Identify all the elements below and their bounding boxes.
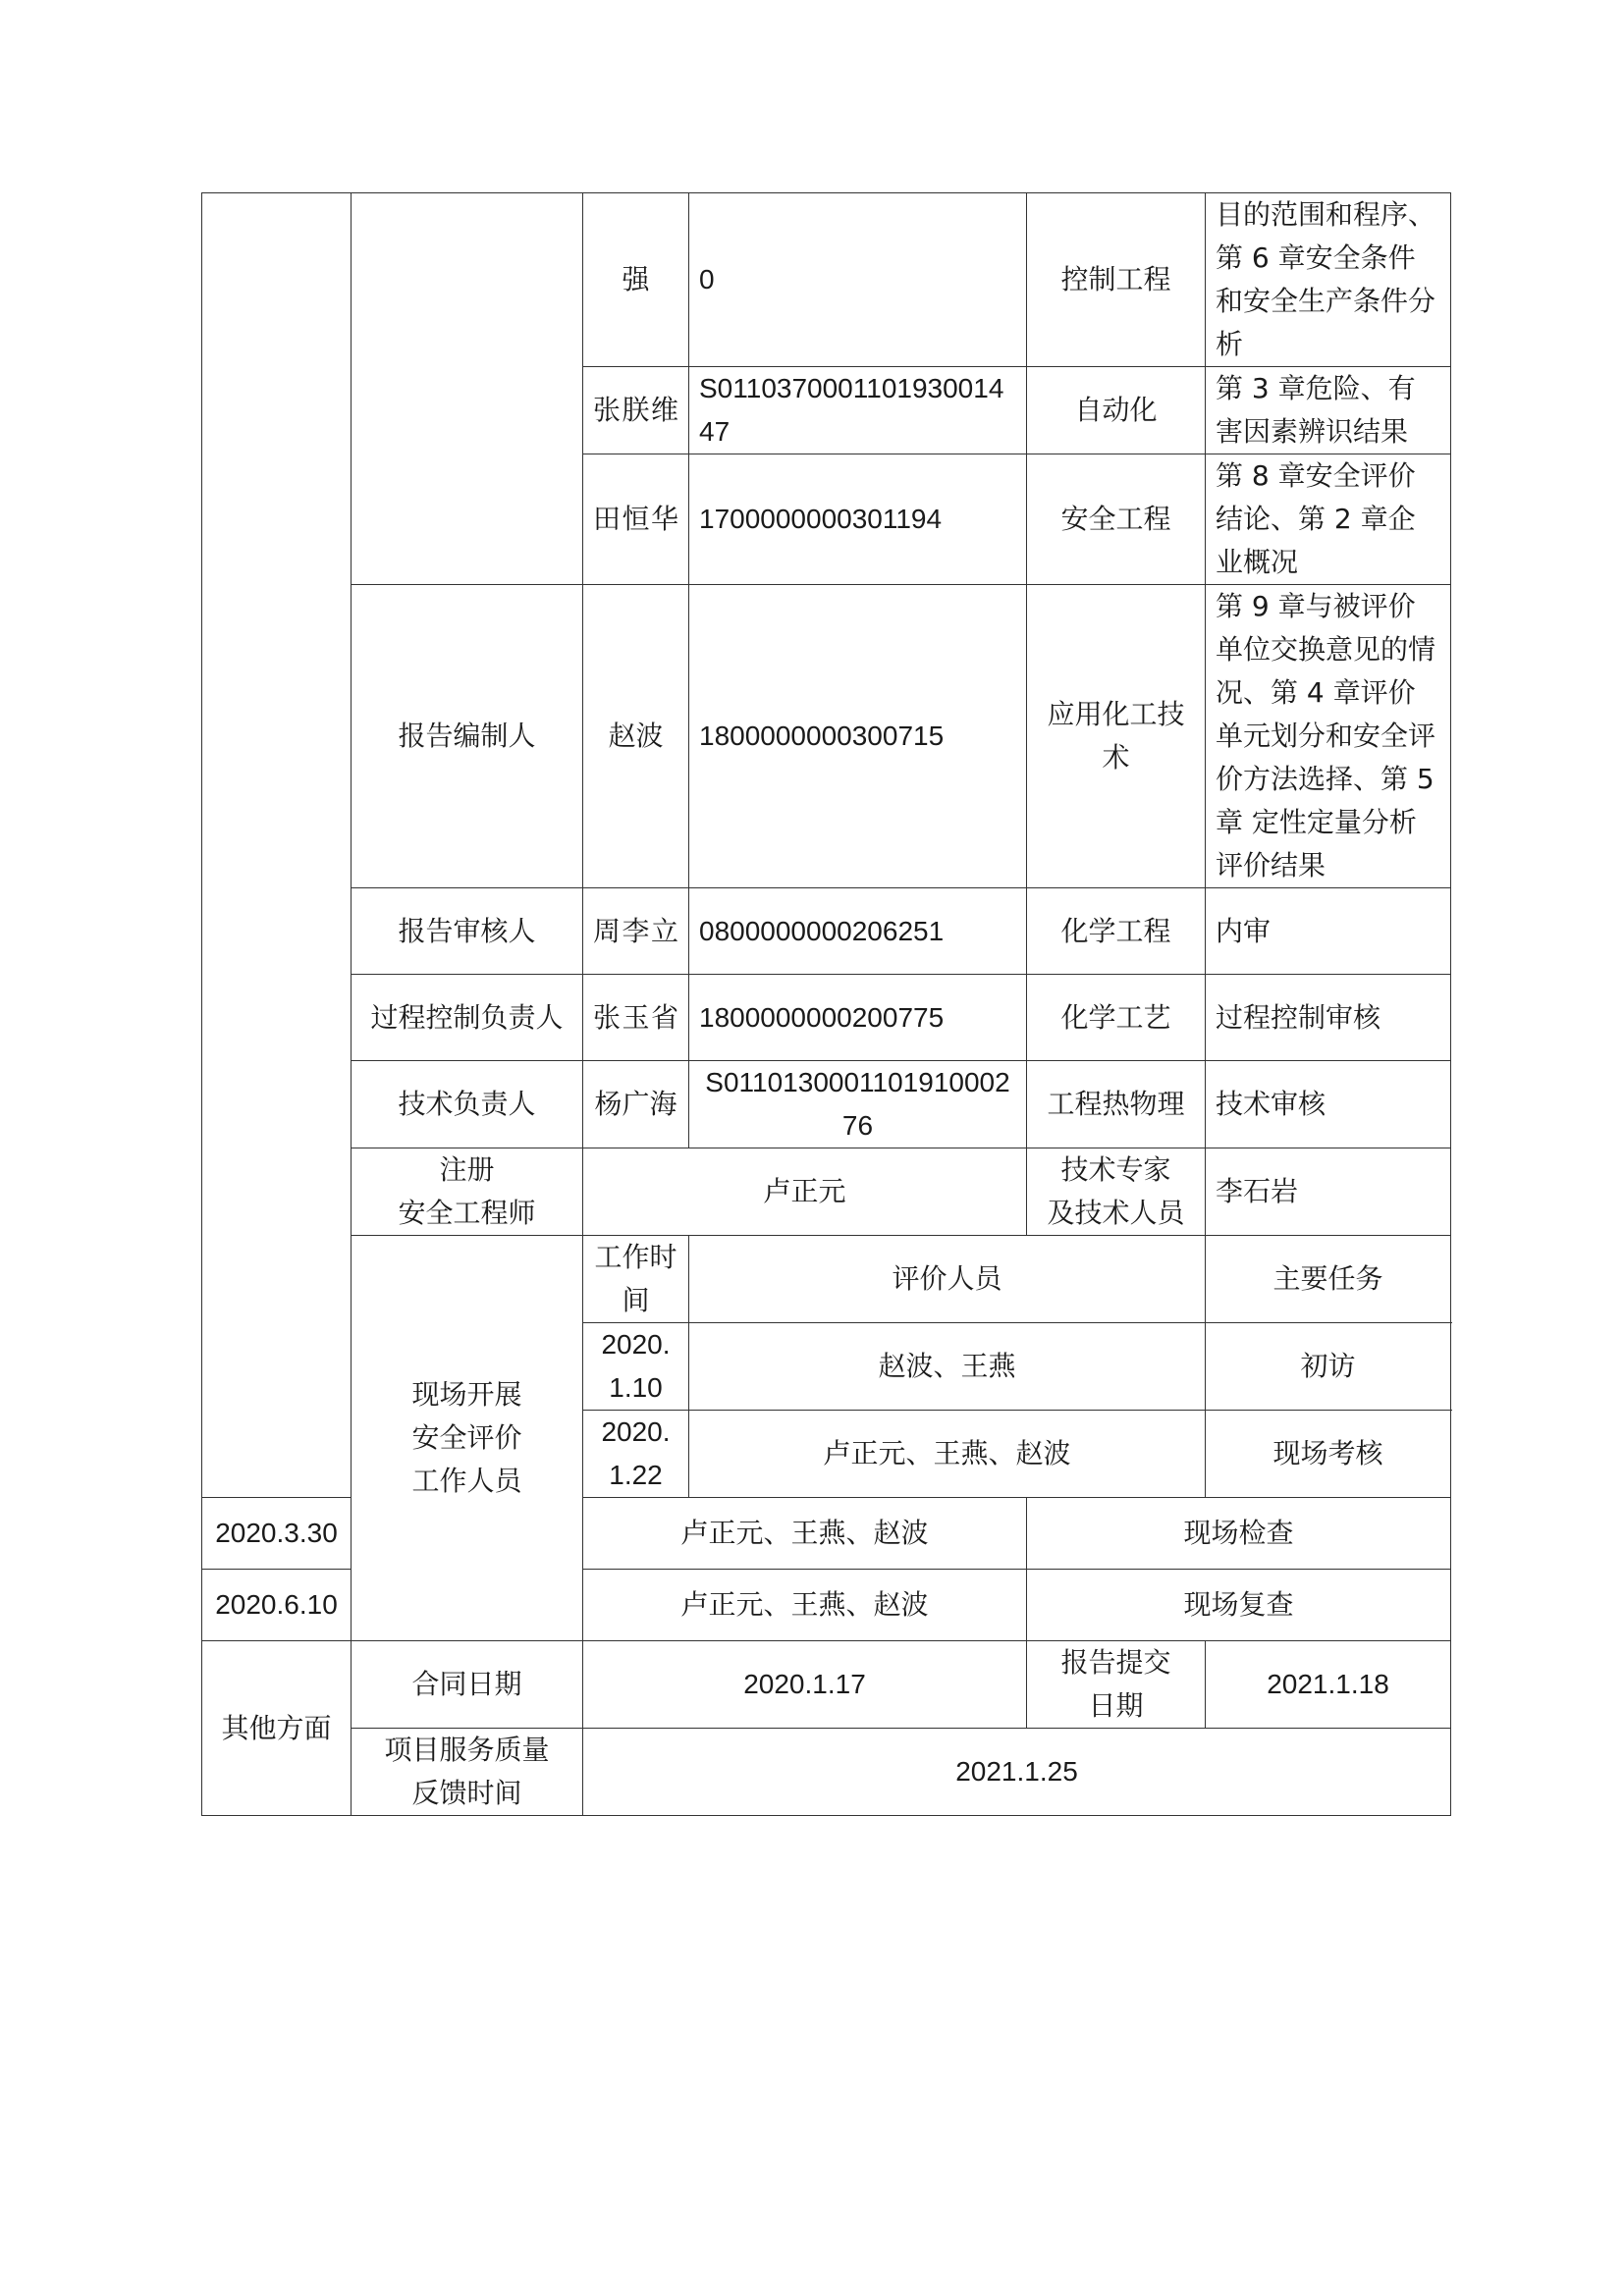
expert-name: 李石岩 [1206, 1148, 1451, 1236]
role-row [202, 1061, 1451, 1148]
expert-label: 技术专家 及技术人员 [1027, 1148, 1206, 1236]
member-name: 张朕维 [583, 367, 689, 454]
contract-row [202, 1641, 1451, 1729]
member-major: 安全工程 [1027, 454, 1206, 585]
member-name: 周李立 [583, 888, 689, 975]
member-major: 控制工程 [1027, 193, 1206, 367]
member-task: 目的范围和程序、第 6 章安全条件和安全生产条件分析 [1206, 193, 1451, 367]
role-row [202, 975, 1451, 1061]
member-name: 张玉省 [583, 975, 689, 1061]
evaluation-info-table [201, 192, 1451, 1816]
certificate-number: 0800000000206251 [689, 888, 1027, 975]
submit-date-label: 报告提交 日期 [1027, 1641, 1206, 1729]
header-evaluators: 评价人员 [689, 1236, 1206, 1323]
member-name: 赵波 [583, 585, 689, 888]
submit-date: 2021.1.18 [1206, 1641, 1451, 1729]
onsite-section-label: 现场开展 安全评价 工作人员 [352, 1236, 583, 1641]
header-main-task: 主要任务 [1206, 1236, 1451, 1323]
main-task: 现场复查 [1027, 1570, 1451, 1641]
certificate-number: 1800000000300715 [689, 585, 1027, 888]
member-name: 田恒华 [583, 454, 689, 585]
left-section-cell [202, 193, 352, 1498]
onsite-header-row [202, 1236, 1451, 1323]
member-major: 工程热物理 [1027, 1061, 1206, 1148]
member-task: 技术审核 [1206, 1061, 1451, 1148]
contract-date: 2020.1.17 [583, 1641, 1027, 1729]
main-task: 初访 [1206, 1323, 1451, 1411]
feedback-row [202, 1729, 1451, 1816]
feedback-date: 2021.1.25 [583, 1729, 1451, 1816]
role-cell-empty [352, 193, 583, 585]
engineer-row [202, 1148, 1451, 1236]
member-name: 杨广海 [583, 1061, 689, 1148]
engineer-label: 注册 安全工程师 [352, 1148, 583, 1236]
certificate-number: 1700000000301194 [689, 454, 1027, 585]
contract-date-label: 合同日期 [352, 1641, 583, 1729]
main-task: 现场考核 [1206, 1411, 1451, 1498]
member-task: 第 9 章与被评价单位交换意见的情况、第 4 章评价单元划分和安全评价方法选择、第 5 章 定性定量分析评价结果 [1206, 585, 1451, 888]
main-task: 现场检查 [1027, 1498, 1451, 1570]
evaluators: 卢正元、王燕、赵波 [689, 1411, 1206, 1498]
role-label: 报告编制人 [352, 585, 583, 888]
role-label: 报告审核人 [352, 888, 583, 975]
role-row [202, 585, 1451, 888]
member-major: 化学工艺 [1027, 975, 1206, 1061]
member-major: 化学工程 [1027, 888, 1206, 975]
role-label: 过程控制负责人 [352, 975, 583, 1061]
evaluators: 卢正元、王燕、赵波 [583, 1498, 1027, 1570]
member-major: 自动化 [1027, 367, 1206, 454]
work-date: 2020.1.10 [583, 1323, 689, 1411]
certificate-number: 0 [689, 193, 1027, 367]
work-date: 2020.3.30 [202, 1498, 352, 1570]
engineer-name: 卢正元 [583, 1148, 1027, 1236]
header-work-time: 工作时间 [583, 1236, 689, 1323]
work-date: 2020.1.22 [583, 1411, 689, 1498]
certificate-number: S011037000110193001447 [689, 367, 1027, 454]
role-row [202, 888, 1451, 975]
other-section-label: 其他方面 [202, 1641, 352, 1816]
certificate-number: 1800000000200775 [689, 975, 1027, 1061]
role-label: 技术负责人 [352, 1061, 583, 1148]
certificate-number: S011013000110191000276 [689, 1061, 1027, 1148]
member-task: 第 8 章安全评价结论、第 2 章企业概况 [1206, 454, 1451, 585]
evaluators: 赵波、王燕 [689, 1323, 1206, 1411]
feedback-time-label: 项目服务质量 反馈时间 [352, 1729, 583, 1816]
team-row [202, 193, 1451, 367]
member-major: 应用化工技术 [1027, 585, 1206, 888]
member-task: 过程控制审核 [1206, 975, 1451, 1061]
member-task: 第 3 章危险、有害因素辨识结果 [1206, 367, 1451, 454]
member-name: 强 [583, 193, 689, 367]
work-date: 2020.6.10 [202, 1570, 352, 1641]
evaluators: 卢正元、王燕、赵波 [583, 1570, 1027, 1641]
member-task: 内审 [1206, 888, 1451, 975]
